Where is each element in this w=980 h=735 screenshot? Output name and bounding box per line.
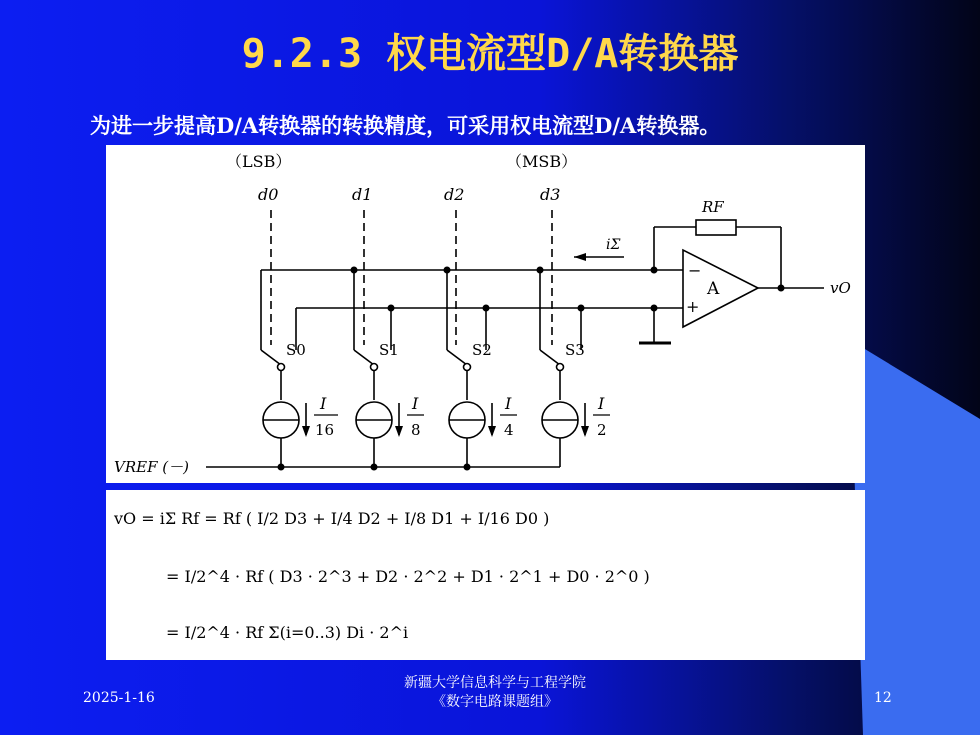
output-label: vO <box>830 279 851 297</box>
msb-label: （MSB） <box>506 152 578 171</box>
input-d0: d0 <box>258 185 279 204</box>
footer-page-number: 12 <box>874 690 892 706</box>
switch-s1: S1 <box>379 341 399 359</box>
switch-s0: S0 <box>286 341 306 359</box>
current-3-den: 2 <box>597 421 607 439</box>
formula-panel <box>106 490 865 660</box>
formula-svg <box>106 490 865 660</box>
vref-label: VREF (－) <box>114 458 189 476</box>
opamp-minus: − <box>688 261 702 280</box>
input-d1: d1 <box>352 185 373 204</box>
current-0-den: 16 <box>315 421 335 439</box>
footer-org-line2: 《数字电路课题组》 <box>432 694 558 710</box>
circuit-svg <box>106 145 865 483</box>
current-2-num: I <box>505 394 512 413</box>
formula-line-1: vO = iΣ Rf = Rf ( I/2 D3 + I/4 D2 + I/8 D1 + I/16 D0 ) <box>114 509 550 528</box>
footer-date: 2025-1-16 <box>83 690 155 706</box>
opamp-plus: + <box>686 297 700 316</box>
current-2-den: 4 <box>504 421 514 439</box>
sum-current-label: iΣ <box>606 237 621 253</box>
switch-s2: S2 <box>472 341 492 359</box>
current-1-den: 8 <box>411 421 421 439</box>
feedback-resistor <box>696 220 736 235</box>
current-1-num: I <box>412 394 419 413</box>
input-d2: d2 <box>444 185 465 204</box>
amplifier-label: A <box>707 279 720 299</box>
switch-s3: S3 <box>565 341 585 359</box>
lsb-label: （LSB） <box>226 152 292 171</box>
formula-line-2: = I/2^4 · Rf ( D3 · 2^3 + D2 · 2^2 + D1 · 2^1 + D0 · 2^0 ) <box>166 567 650 586</box>
slide-subtitle: 为进一步提高D/A转换器的转换精度，可采用权电流型D/A转换器。 <box>90 113 721 138</box>
footer-org <box>330 674 660 712</box>
footer-org-line1: 新疆大学信息科学与工程学院 <box>404 675 586 691</box>
formula-line-3: = I/2^4 · Rf Σ(i=0..3) Di · 2^i <box>166 623 409 642</box>
current-3-num: I <box>598 394 605 413</box>
background-accent <box>850 340 980 735</box>
rf-label: RF <box>702 198 724 216</box>
input-d3: d3 <box>540 185 561 204</box>
current-0-num: I <box>320 394 327 413</box>
circuit-diagram <box>106 145 865 483</box>
slide-title: 9.2.3 权电流型D/A转换器 <box>241 31 739 77</box>
sum-current-arrow-icon <box>574 253 586 261</box>
